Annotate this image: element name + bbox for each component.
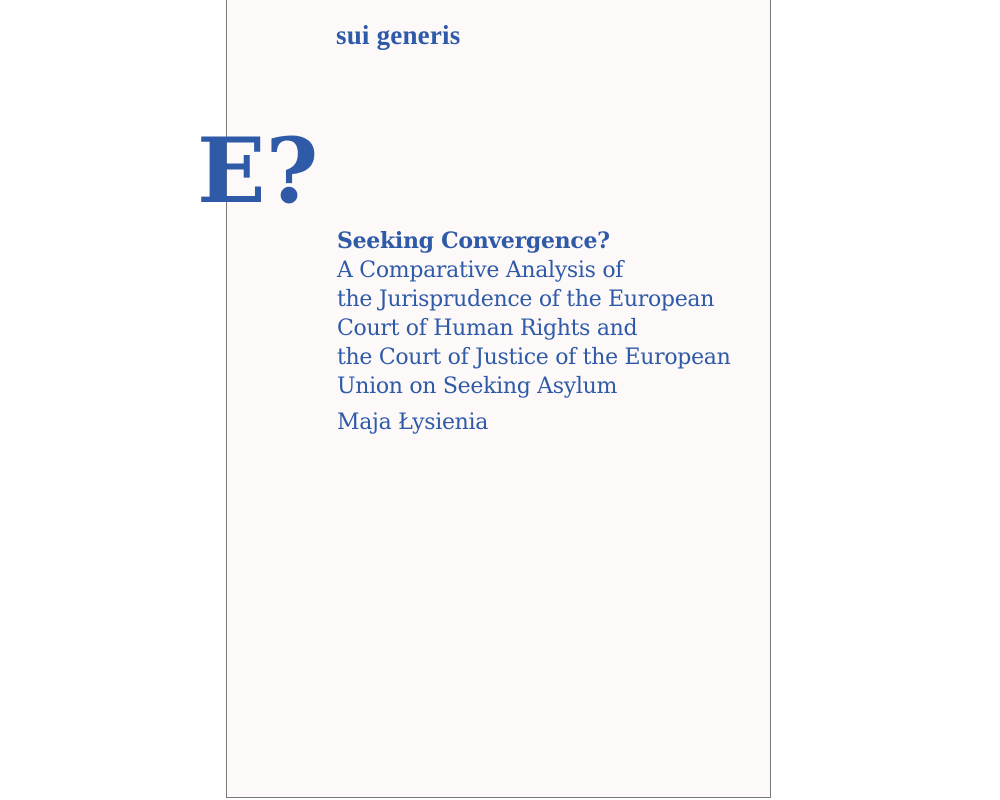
series-name: sui generis — [336, 20, 461, 50]
decorative-question-mark: E? — [197, 118, 319, 224]
subtitle-line: Court of Human Rights and — [337, 316, 638, 341]
author-name: Maja Łysienia — [337, 410, 489, 435]
subtitle-line: A Comparative Analysis of — [337, 258, 624, 283]
subtitle-line: Union on Seeking Asylum — [337, 374, 618, 399]
subtitle-line: the Court of Justice of the European — [337, 345, 731, 370]
book-title: Seeking Convergence? — [337, 228, 610, 254]
book-cover — [197, 0, 771, 798]
subtitle-line: the Jurisprudence of the European — [337, 287, 715, 312]
title-block — [337, 227, 730, 437]
